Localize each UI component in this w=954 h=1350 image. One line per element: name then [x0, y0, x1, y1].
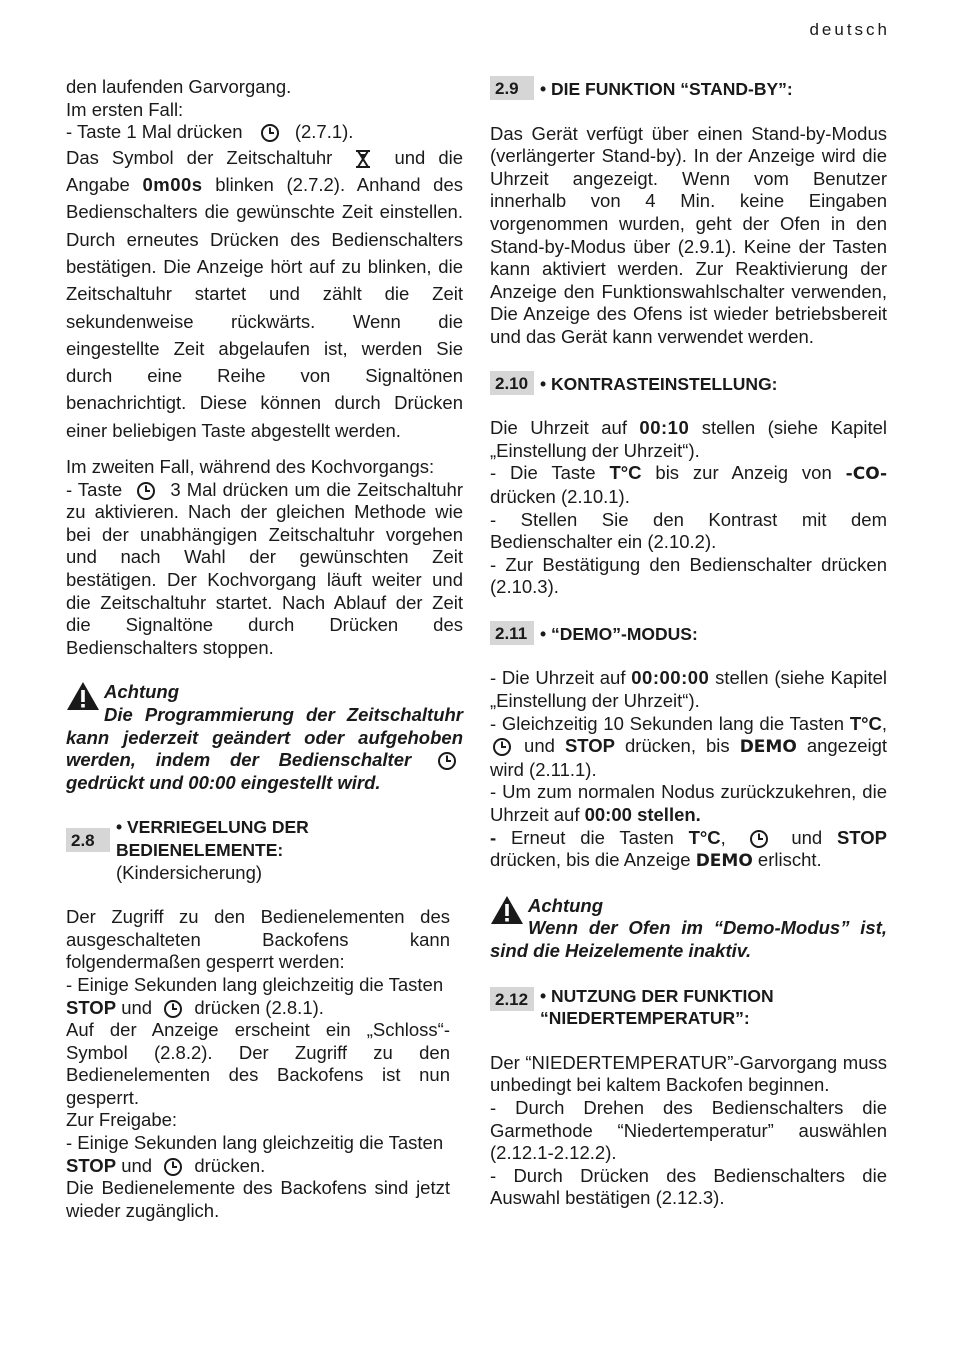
display-code: 00:00:00 [631, 667, 710, 689]
right-column [490, 76, 887, 1210]
temperature-key-label: T°C [609, 462, 642, 484]
display-code: -CO- [845, 464, 888, 485]
paragraph [66, 974, 450, 1019]
paragraph: Auf der Anzeige erscheint ein „Schloss“-Symbol (2.8.2). Der Zugriff zu den Bedienelementen des Backofens ist nun gesperrt. [66, 1019, 450, 1108]
clock-icon [437, 751, 457, 771]
paragraph: - Erneut die Tasten T°C, und STOP drücken, bis die Anzeige DEMO erlischt. [490, 826, 888, 872]
section-heading-2-11 [490, 621, 887, 646]
paragraph: - Gleichzeitig 10 Sekunden lang die Tasten T°C, und STOP drücken, bis DEMO angezeigt wird (2.11.1). [490, 712, 888, 780]
hourglass-icon [355, 150, 371, 168]
section-number: 2.11 [490, 621, 534, 645]
paragraph [490, 462, 887, 508]
stop-key-label: STOP [66, 1154, 117, 1176]
text: - Einige Sekunden lang gleichzeitig die Tasten [66, 973, 444, 995]
warning-text: Wenn der Ofen im “Demo-Modus” ist, sind die Heizelemente inaktiv. [490, 917, 887, 961]
section-title: • NUTZUNG DER FUNKTION [540, 985, 774, 1006]
text: stellen (siehe Kapitel „Einstellung der Uhrzeit“). [490, 417, 888, 461]
display-code: 00:00 stellen. [584, 804, 701, 826]
text: - Die Taste [490, 462, 596, 484]
paragraph: - Zur Bestätigung den Bedienschalter drücken (2.10.3). [490, 553, 887, 598]
text: drücken, bis [625, 735, 730, 757]
text: - [490, 826, 497, 848]
text: erlischt. [757, 849, 822, 871]
text: drücken, bis die Anzeige [490, 849, 691, 871]
paragraph [490, 417, 887, 462]
paragraph: Der Zugriff zu den Bedienelementen des ausgeschalteten Backofens kann folgendermaßen gesperrt werden: [66, 906, 450, 973]
paragraph: Zur Freigabe: [66, 1109, 178, 1131]
section-heading-2-12 [490, 985, 887, 1030]
left-column [66, 76, 463, 1222]
paragraph: Das Gerät verfügt über einen Stand-by-Modus (verlängerter Stand-by). In der Anzeige wird die Uhrzeit angezeigt. Wenn vom Benutzer innerhalb von 4 Min. keine Eingaben vorgenommen wurden, geht der Ofen in den Stand-by-Modus über (2.9.1). Keine der Tasten kann aktiviert werden. Zur Reaktivierung der Anzeige den Funktionswahlschalter verwenden, Die Anzeige des Ofens ist wieder betriebsbereit und das Gerät kann verwendet werden. [490, 122, 887, 347]
paragraph [490, 667, 887, 712]
text: angezeigt wird (2.11.1). [490, 735, 888, 780]
warning-box [66, 681, 463, 794]
stop-key-label: STOP [836, 826, 888, 848]
text: (2.7.1). [294, 121, 354, 143]
paragraph [66, 144, 463, 444]
paragraph [490, 781, 887, 826]
section-title-block [116, 816, 463, 884]
clock-icon [136, 481, 156, 501]
paragraph [66, 479, 463, 660]
text: stellen (siehe Kapitel „Einstellung der Uhrzeit“). [490, 667, 888, 712]
text: - Taste [66, 478, 123, 500]
text: - Taste 1 Mal drücken [66, 121, 243, 143]
paragraph: Im zweiten Fall, während des Kochvorgangs: [66, 456, 435, 478]
section-title: • KONTRASTEINSTELLUNG: [540, 373, 778, 394]
section-title: • “DEMO”-MODUS: [540, 623, 698, 644]
warning-triangle-icon [66, 681, 100, 717]
text: Erneut die Tasten [510, 826, 674, 848]
clock-icon [163, 1157, 183, 1177]
text: - Um zum normalen Nodus zurückzukehren, die Uhrzeit auf [490, 781, 887, 826]
paragraph: Der “NIEDERTEMPERATUR”-Garvorgang muss unbedingt bei kaltem Backofen beginnen. [490, 1051, 887, 1096]
display-code: DEMO [739, 737, 797, 758]
section-heading-2-10 [490, 371, 887, 396]
section-number: 2.8 [66, 828, 110, 852]
page-language-label: deutsch [809, 20, 890, 39]
paragraph: Die Bedienelemente des Backofens sind jetzt wieder zugänglich. [66, 1177, 450, 1221]
section-number: 2.10 [490, 371, 534, 395]
warning-box [490, 895, 887, 963]
text: drücken (2.10.1). [490, 485, 630, 507]
stop-key-label: STOP [564, 735, 615, 757]
text: - Gleichzeitig 10 Sekunden lang die Tasten [490, 712, 845, 734]
text: und die Angabe [66, 146, 464, 196]
text: und [524, 735, 555, 757]
paragraph [66, 1132, 450, 1177]
paragraph: - Durch Drehen des Bedienschalters die Garmethode “Niedertemperatur” auswählen (2.12.1-2.12.2). [490, 1096, 887, 1164]
section-heading-2-9 [490, 76, 887, 101]
paragraph: Im ersten Fall: [66, 98, 184, 120]
warning-triangle-icon [490, 895, 524, 931]
section-heading-2-8 [66, 816, 463, 884]
clock-icon [749, 829, 769, 849]
warning-text: gedrückt und 00:00 eingestellt wird. [66, 771, 381, 793]
text: Das Symbol der Zeitschaltuhr [66, 146, 333, 168]
section-title: “NIEDERTEMPERATUR”: [540, 1008, 750, 1029]
temperature-key-label: T°C [849, 712, 882, 734]
text: - Einige Sekunden lang gleichzeitig die Tasten [66, 1132, 444, 1154]
paragraph: den laufenden Garvorgang. [66, 76, 292, 97]
warning-text: Die Programmierung der Zeitschaltuhr kann jederzeit geändert oder aufgehoben werden, indem der Bedienschalter [66, 703, 463, 771]
text: und [121, 996, 153, 1018]
section-number: 2.12 [490, 987, 534, 1011]
text: blinken (2.7.2). Anhand des Bedienschalters die gewünschte Zeit einstellen. Durch erneutes Drücken des Bedienschalters bestätigen. Die Anzeige hört auf zu blinken, die Zeitschaltuhr startet und zählt die Zeit sekundenweise rückwärts. Wenn die eingestellte Zeit abgelaufen ist, werden Sie durch eine Reihe von Signaltönen benachrichtigt. Diese können durch Drücken einer beliebigen Taste abgestellt werden. [66, 174, 463, 441]
text: - Die Uhrzeit auf [490, 667, 626, 689]
warning-title: Achtung [104, 681, 180, 703]
section-number: 2.9 [490, 76, 534, 100]
text: und [121, 1154, 153, 1176]
display-code: DEMO [695, 851, 753, 872]
text: drücken (2.8.1). [194, 996, 324, 1018]
text: bis zur Anzeig von [655, 462, 832, 484]
clock-icon [492, 737, 512, 757]
display-code: 0m00s [142, 174, 203, 196]
temperature-key-label: T°C [688, 826, 721, 848]
text: und [791, 826, 823, 848]
text: 3 Mal drücken um die Zeitschaltuhr zu aktivieren. Nach der gleichen Methode wie bei der unabhängigen Zeitschaltuhr vorgehen und nach Wahl der gewünschten Zeit bestätigen. Der Kochvorgang läuft weiter und die Zeitschaltuhr startet. Nach Ablauf der Zeit die Signaltöne durch Drücken des Bedienschalters stoppen. [66, 478, 463, 658]
section-title: • VERRIEGELUNG DER BEDIENELEMENTE: [116, 817, 309, 860]
paragraph [66, 121, 463, 144]
text: drücken. [194, 1154, 266, 1176]
display-code: 00:10 [639, 417, 690, 439]
text: Die Uhrzeit auf [490, 417, 627, 439]
clock-icon [163, 999, 183, 1019]
section-subtitle: (Kindersicherung) [116, 861, 263, 883]
paragraph: - Stellen Sie den Kontrast mit dem Bedienschalter ein (2.10.2). [490, 508, 887, 553]
warning-title: Achtung [528, 894, 604, 916]
section-title-block [540, 985, 774, 1030]
section-title: • DIE FUNKTION “STAND-BY”: [540, 79, 793, 99]
clock-icon [260, 123, 280, 143]
paragraph: - Durch Drücken des Bedienschalters die Auswahl bestätigen (2.12.3). [490, 1164, 887, 1209]
stop-key-label: STOP [66, 996, 117, 1018]
